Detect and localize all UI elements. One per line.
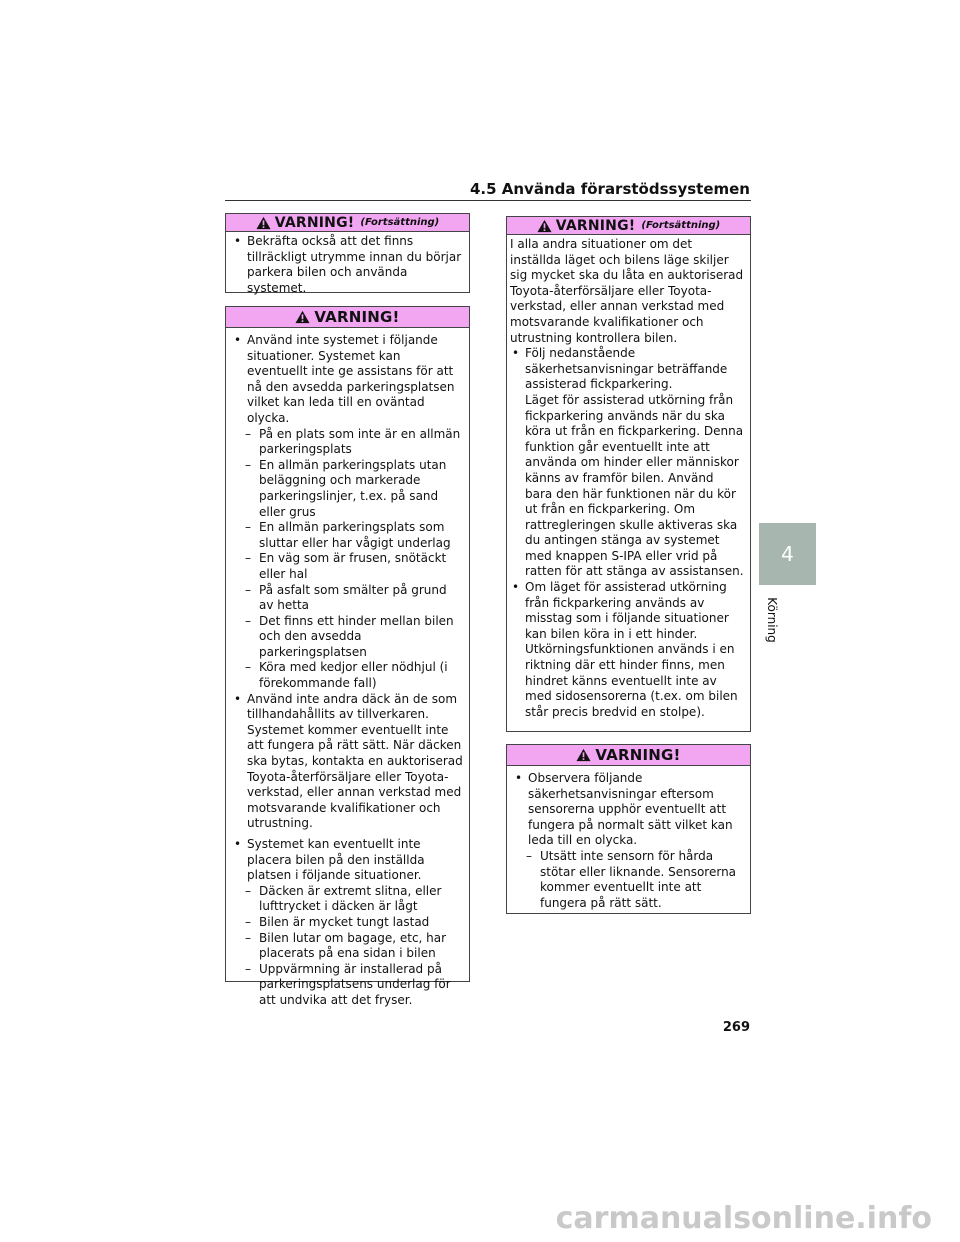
- warning-title: VARNING!: [274, 214, 355, 231]
- header-divider: [225, 200, 751, 201]
- dash-item: – Utsätt inte sensorn för hårda stötar eller liknande. Sensorerna kommer eventuellt inte att fungera på rätt sätt.: [513, 849, 744, 911]
- warning-box-right: [506, 744, 751, 914]
- dash-item: – Köra med kedjor eller nödhjul (i förekommande fall): [232, 660, 463, 691]
- warning-header: [507, 745, 750, 766]
- dash-item: – En väg som är frusen, snötäckt eller hal: [232, 551, 463, 582]
- bullet-item: • Systemet kan eventuellt inte placera bilen på den inställda platsen i följande situationer.: [232, 837, 463, 884]
- dash-item: – På asfalt som smälter på grund av hetta: [232, 583, 463, 614]
- warning-body: [226, 328, 469, 1015]
- dash-item: – En allmän parkeringsplats utan beläggning och markerade parkeringslinjer, t.ex. på sand eller grus: [232, 458, 463, 520]
- warning-title: VARNING!: [555, 217, 636, 234]
- warning-continued-label: (Fortsättning): [641, 220, 721, 231]
- bullet-item: • Följ nedanstående säkerhetsanvisningar beträffande assisterad fickparkering.: [510, 346, 744, 393]
- warning-box-continued-left: [225, 213, 470, 293]
- warning-triangle-icon: [256, 216, 271, 230]
- dash-item: – Däcken är extremt slitna, eller lufttrycket i däcken är lågt: [232, 884, 463, 915]
- warning-triangle-icon: [295, 310, 310, 324]
- dash-item: – En allmän parkeringsplats som sluttar eller har vågigt underlag: [232, 520, 463, 551]
- dash-item: – Uppvärmning är installerad på parkeringsplatsens underlag för att undvika att det fryser.: [232, 962, 463, 1009]
- warning-triangle-icon: [537, 219, 552, 233]
- bullet-item: • Bekräfta också att det finns tillräckligt utrymme innan du börjar parkera bilen och använda systemet.: [232, 234, 463, 296]
- section-header: 4.5 Använda förarstödssystemen: [469, 180, 750, 198]
- warning-box-left: [225, 306, 470, 1007]
- bullet-item: • Använd inte andra däck än de som tillhandahållits av tillverkaren. Systemet kommer eventuellt inte att fungera på rätt sätt. När däcken ska bytas, kontakta en auktoriserad Toyota-återförsäljare eller Toyota-verkstad, eller annan verkstad med motsvarande kvalifikationer och utrustning.: [232, 692, 463, 832]
- warning-body: [226, 232, 469, 302]
- bullet-continuation: Läget för assisterad utkörning från fickparkering används när du ska köra ut från en fickparkering. Denna funktion går eventuellt inte att använda om hinder eller människor känns av framför bilen. Använd bara den här funktionen när du kör ut från en fickparkering. Om rattregleringen skulle aktiveras ska du antingen stänga av systemet med knappen S-IPA eller vrid på ratten för att stänga av assistansen.: [525, 392, 744, 579]
- warning-continued-label: (Fortsättning): [360, 217, 440, 228]
- watermark: carmanualsonline.info: [555, 1201, 932, 1236]
- warning-title: VARNING!: [314, 308, 400, 326]
- bullet-item: • Observera följande säkerhetsanvisningar eftersom sensorerna upphör eventuellt att fungera på normalt sätt vilket kan leda till en olycka.: [513, 771, 744, 849]
- chapter-tab: [759, 523, 816, 585]
- warning-body: [507, 235, 750, 726]
- bullet-item: • Om läget för assisterad utkörning från fickparkering används av misstag som i följande situationer kan bilen köra in i ett hinder.: [510, 580, 744, 642]
- intro-text: I alla andra situationer om det inställda läget och bilens läge skiljer sig mycket ska du låta en auktoriserad Toyota-återförsäljare eller Toyota-verkstad, eller annan verkstad med motsvarande kvalifikationer och utrustning kontrollera bilen.: [510, 237, 744, 345]
- warning-header: [226, 307, 469, 328]
- page-number: 269: [722, 1020, 750, 1035]
- warning-title: VARNING!: [595, 746, 681, 764]
- warning-triangle-icon: [576, 748, 591, 762]
- dash-item: – Bilen är mycket tungt lastad: [232, 915, 463, 931]
- chapter-label: Körning: [765, 597, 779, 643]
- warning-body: [507, 766, 750, 917]
- chapter-label-container: [752, 590, 792, 650]
- bullet-continuation: Utkörningsfunktionen används i en riktning där ett hinder finns, men hindret känns eventuellt inte av med sidosensorerna (t.ex. om bilen står precis bredvid en stolpe).: [525, 642, 738, 719]
- warning-header: [507, 217, 750, 235]
- warning-header: [226, 214, 469, 232]
- chapter-number: 4: [781, 542, 794, 566]
- bullet-item: • Använd inte systemet i följande situationer. Systemet kan eventuellt inte ge assistans för att nå den avsedda parkeringsplatsen vilket kan leda till en oväntad olycka.: [232, 333, 463, 427]
- dash-item: – Det finns ett hinder mellan bilen och den avsedda parkeringsplatsen: [232, 614, 463, 661]
- dash-item: – På en plats som inte är en allmän parkeringsplats: [232, 427, 463, 458]
- warning-box-continued-right: [506, 216, 751, 732]
- dash-item: – Bilen lutar om bagage, etc, har placerats på ena sidan i bilen: [232, 931, 463, 962]
